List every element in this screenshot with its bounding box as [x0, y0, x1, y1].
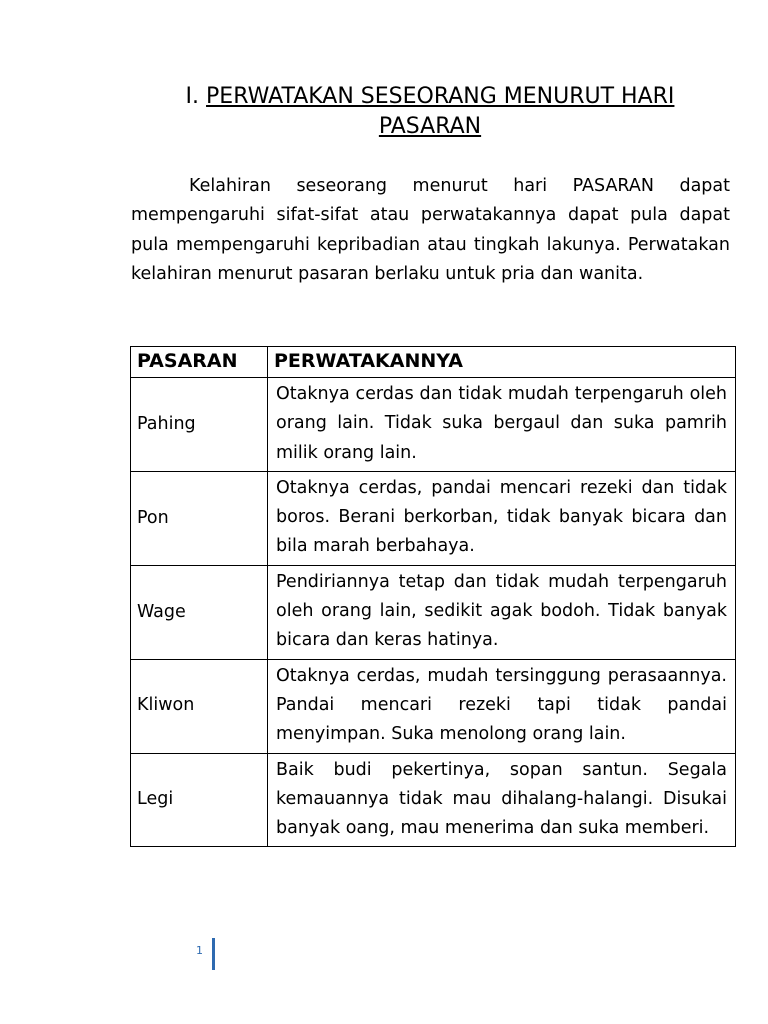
table-header-row [131, 347, 736, 378]
character-description-cell: Otaknya cerdas, mudah tersinggung perasaannya. Pandai mencari rezeki tapi tidak pandai menyimpan. Suka menolong orang lain. [268, 659, 736, 753]
page-number-divider [212, 938, 215, 970]
pasaran-day-cell: Legi [131, 753, 268, 847]
character-description-cell: Baik budi pekertinya, sopan santun. Segala kemauannya tidak mau dihalang-halangi. Disukai banyak oang, mau menerima dan suka memberi. [268, 753, 736, 847]
pasaran-day-cell: Kliwon [131, 659, 268, 753]
table-row [131, 565, 736, 659]
column-header-perwatakannya: PERWATAKANNYA [268, 347, 736, 378]
pasaran-day-cell: Wage [131, 565, 268, 659]
pasaran-day-cell: Pahing [131, 378, 268, 472]
character-description-cell: Otaknya cerdas dan tidak mudah terpengaruh oleh orang lain. Tidak suka bergaul dan suka pamrih milik orang lain. [268, 378, 736, 472]
pasaran-table [130, 346, 736, 847]
section-number: I. [185, 84, 200, 109]
table-row [131, 659, 736, 753]
page-number: 1 [196, 944, 203, 957]
section-title: PERWATAKAN SESEORANG MENURUT HARI PASARAN [206, 84, 675, 139]
section-heading [132, 82, 728, 142]
table-row [131, 378, 736, 472]
table-row [131, 753, 736, 847]
column-header-pasaran: PASARAN [131, 347, 268, 378]
pasaran-day-cell: Pon [131, 471, 268, 565]
character-description-cell: Pendiriannya tetap dan tidak mudah terpengaruh oleh orang lain, sedikit agak bodoh. Tidak banyak bicara dan keras hatinya. [268, 565, 736, 659]
table-row [131, 471, 736, 565]
intro-paragraph: Kelahiran seseorang menurut hari PASARAN dapat mempengaruhi sifat-sifat atau perwatakannya dapat pula dapat pula mempengaruhi kepribadian atau tingkah lakunya. Perwatakan kelahiran menurut pasaran berlaku untuk pria dan wanita. [131, 176, 730, 284]
character-description-cell: Otaknya cerdas, pandai mencari rezeki dan tidak boros. Berani berkorban, tidak banyak bicara dan bila marah berbahaya. [268, 471, 736, 565]
